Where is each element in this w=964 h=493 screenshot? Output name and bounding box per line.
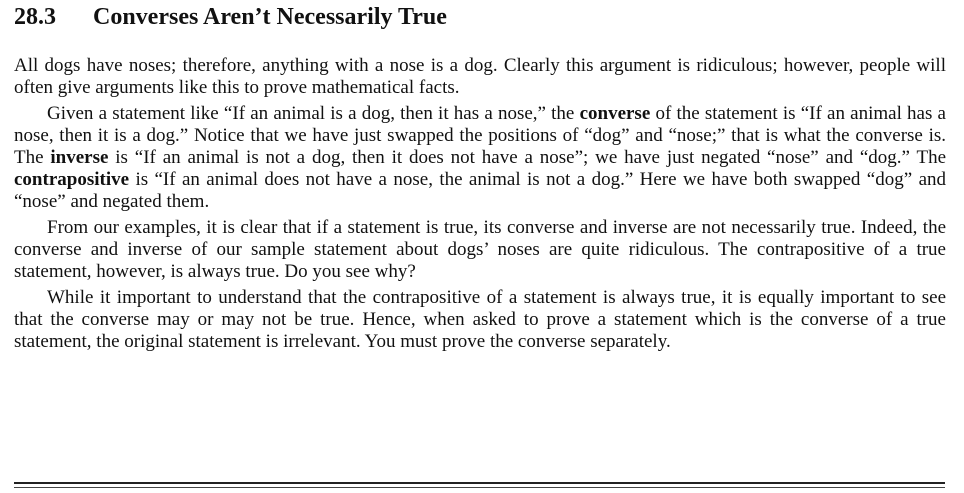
section-number: 28.3 — [14, 4, 56, 30]
paragraph-2 — [14, 103, 946, 213]
section-heading — [14, 0, 946, 31]
paragraph-2-text-3: is “If an animal is not a dog, then it does not have a nose”; we have just negated “nose” and “dog.” The — [108, 147, 947, 168]
paragraph-2-text-2: of the statement is “If an animal has a nose, then it is a dog.” Notice that we have just swapped the positions of “dog” and “nose;” that is what the converse is. The — [14, 103, 946, 168]
paragraph-3: From our examples, it is clear that if a statement is true, its converse and inverse are not necessarily true. Indeed, the converse and inverse of our sample statement about dogs’ noses are quite ridiculous. The contrapositive of a true statement, however, is always true. Do you see why? — [14, 217, 946, 282]
paragraph-1: All dogs have noses; therefore, anything with a nose is a dog. Clearly this argument is ridiculous; however, people will often give arguments like this to prove mathematical facts. — [14, 55, 946, 98]
body-text — [14, 55, 946, 353]
footer-rule-thin — [14, 487, 945, 488]
footer-rule-thick — [14, 482, 945, 484]
term-inverse: inverse — [50, 147, 109, 168]
term-converse: converse — [579, 103, 651, 124]
paragraph-2-text-1: Given a statement like “If an animal is a dog, then it has a nose,” the — [47, 103, 580, 124]
paragraph-2-text-4: is “If an animal does not have a nose, the animal is not a dog.” Here we have both swapped “dog” and “nose” and negated them. — [14, 169, 946, 212]
term-contrapositive: contrapositive — [14, 169, 130, 190]
paragraph-4: While it important to understand that the contrapositive of a statement is always true, it is equally important to see that the converse may or may not be true. Hence, when asked to prove a statement which is the converse of a true statement, the original statement is irrelevant. You must prove the converse separately. — [14, 287, 946, 352]
document-page — [14, 0, 946, 357]
footer-rule — [14, 482, 945, 488]
section-title: Converses Aren’t Necessarily True — [93, 4, 447, 30]
